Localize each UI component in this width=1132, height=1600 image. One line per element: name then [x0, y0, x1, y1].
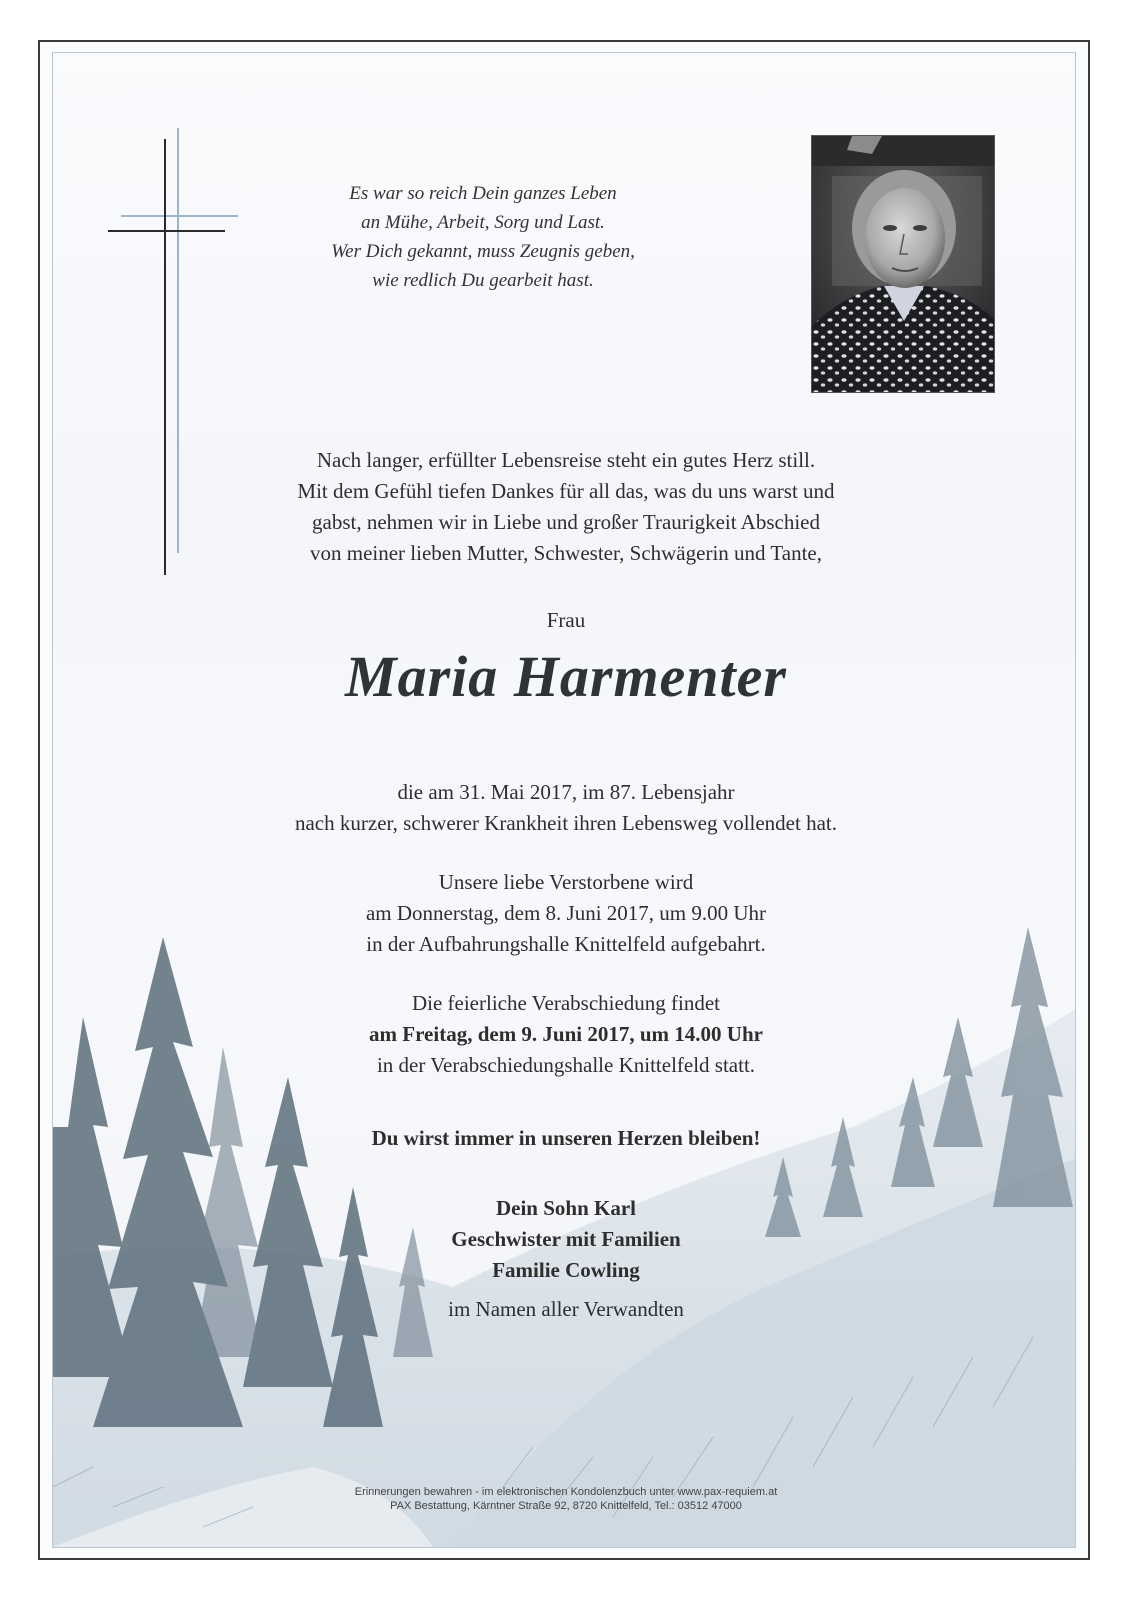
footer-condolence-line: Erinnerungen bewahren - im elektronischen Kondolenzbuch unter www.pax-requiem.at	[354, 1486, 778, 1498]
footer-contact-line: PAX Bestattung, Kärntner Straße 92, 8720 Knittelfeld, Tel.: 03512 47000	[390, 1500, 742, 1512]
memorial-quote	[193, 179, 773, 295]
farewell-line: Die feierliche Verabschiedung findet	[411, 991, 721, 1015]
mourners-closing: im Namen aller Verwandten	[448, 1297, 684, 1321]
viewing-line: Unsere liebe Verstorbene wird	[438, 870, 694, 894]
intro-line: Mit dem Gefühl tiefen Dankes für all das, was du uns warst und	[297, 479, 835, 503]
death-notice	[53, 777, 1076, 839]
quote-line: Wer Dich gekannt, muss Zeugnis geben,	[331, 241, 635, 262]
footer	[53, 1485, 1076, 1513]
viewing-line: am Donnerstag, dem 8. Juni 2017, um 9.00 Uhr	[365, 901, 767, 925]
motto: Du wirst immer in unseren Herzen bleiben!	[371, 1126, 761, 1150]
salutation: Frau	[546, 608, 586, 632]
farewell-info	[53, 988, 1076, 1081]
obituary-frame	[38, 40, 1090, 1560]
intro-text	[53, 445, 1076, 569]
quote-line: an Mühe, Arbeit, Sorg und Last.	[361, 212, 605, 233]
intro-line: Nach langer, erfüllter Lebensreise steht ein gutes Herz still.	[316, 448, 816, 472]
intro-line: von meiner lieben Mutter, Schwester, Schwägerin und Tante,	[310, 541, 822, 565]
intro-line: gabst, nehmen wir in Liebe und großer Traurigkeit Abschied	[312, 510, 820, 534]
farewell-date: am Freitag, dem 9. Juni 2017, um 14.00 Uhr	[369, 1022, 763, 1046]
deceased-name: Maria Harmenter	[345, 644, 787, 709]
mourner-name: Dein Sohn Karl	[495, 1196, 637, 1220]
mourner-name: Geschwister mit Familien	[451, 1227, 681, 1251]
portrait-photo	[811, 135, 995, 393]
death-line: die am 31. Mai 2017, im 87. Lebensjahr	[397, 780, 735, 804]
obituary-card	[52, 52, 1076, 1548]
quote-line: Es war so reich Dein ganzes Leben	[349, 183, 617, 204]
viewing-info	[53, 867, 1076, 960]
mourners	[53, 1193, 1076, 1325]
quote-line: wie redlich Du gearbeit hast.	[372, 270, 594, 291]
mourner-name: Familie Cowling	[492, 1258, 640, 1282]
farewell-line: in der Verabschiedungshalle Knittelfeld statt.	[376, 1053, 756, 1077]
viewing-line: in der Aufbahrungshalle Knittelfeld aufgebahrt.	[366, 932, 766, 956]
death-line: nach kurzer, schwerer Krankheit ihren Lebensweg vollendet hat.	[294, 811, 837, 835]
